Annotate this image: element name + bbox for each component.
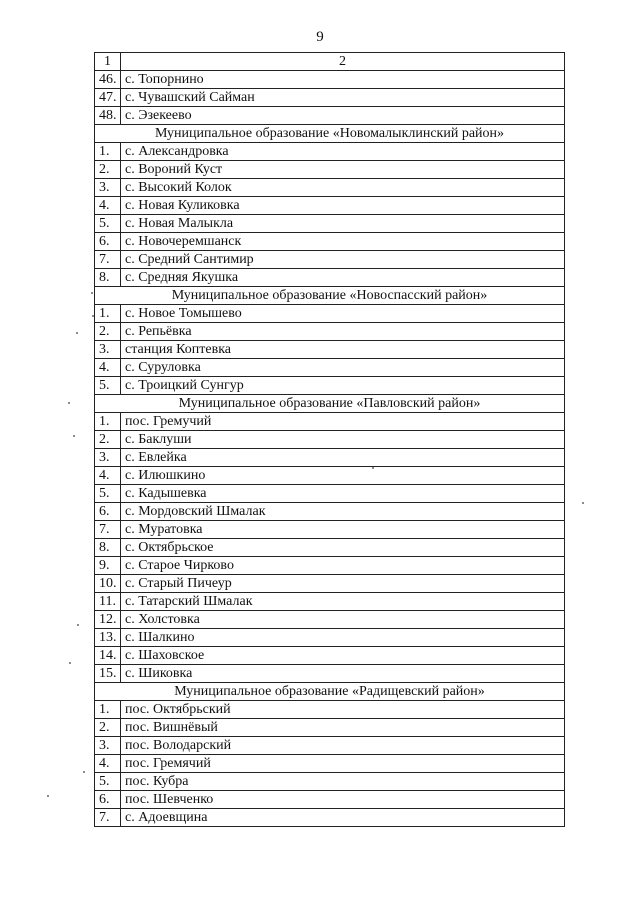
settlement-name: с. Средняя Якушка <box>121 269 565 287</box>
table-row <box>95 593 565 611</box>
district-heading: Муниципальное образование «Новомалыклинский район» <box>95 125 565 143</box>
settlement-name: с. Новочеремшанск <box>121 233 565 251</box>
table-row <box>95 251 565 269</box>
row-number: 2. <box>95 161 121 179</box>
table-row <box>95 575 565 593</box>
scan-speck <box>92 315 94 317</box>
table-row <box>95 755 565 773</box>
district-heading: Муниципальное образование «Радищевский район» <box>95 683 565 701</box>
row-number: 4. <box>95 467 121 485</box>
row-number: 7. <box>95 251 121 269</box>
row-number: 5. <box>95 215 121 233</box>
settlement-name: с. Старое Чирково <box>121 557 565 575</box>
row-number: 4. <box>95 197 121 215</box>
row-number: 15. <box>95 665 121 683</box>
table-row <box>95 521 565 539</box>
table-row <box>95 197 565 215</box>
settlement-name: с. Средний Сантимир <box>121 251 565 269</box>
district-heading: Муниципальное образование «Павловский район» <box>95 395 565 413</box>
column-header-name: 2 <box>121 53 565 71</box>
row-number: 4. <box>95 755 121 773</box>
row-number: 5. <box>95 485 121 503</box>
row-number: 1. <box>95 305 121 323</box>
table-row <box>95 71 565 89</box>
row-number: 2. <box>95 323 121 341</box>
settlement-name: с. Суруловка <box>121 359 565 377</box>
table-row <box>95 773 565 791</box>
table-row <box>95 809 565 827</box>
row-number: 4. <box>95 359 121 377</box>
table-row <box>95 701 565 719</box>
scan-speck <box>372 467 374 469</box>
table-row <box>95 305 565 323</box>
scan-speck <box>77 624 79 626</box>
row-number: 48. <box>95 107 121 125</box>
table-row <box>95 413 565 431</box>
table-row <box>95 449 565 467</box>
row-number: 8. <box>95 539 121 557</box>
row-number: 11. <box>95 593 121 611</box>
row-number: 2. <box>95 719 121 737</box>
table-row <box>95 179 565 197</box>
settlement-name: с. Муратовка <box>121 521 565 539</box>
table-row <box>95 269 565 287</box>
settlement-name: пос. Вишнёвый <box>121 719 565 737</box>
page-number: 9 <box>316 29 324 45</box>
settlement-name: с. Шаховское <box>121 647 565 665</box>
settlement-name: с. Шиковка <box>121 665 565 683</box>
row-number: 12. <box>95 611 121 629</box>
table-row <box>95 431 565 449</box>
settlement-name: с. Новое Томышево <box>121 305 565 323</box>
table-row <box>95 143 565 161</box>
settlement-name: с. Баклуши <box>121 431 565 449</box>
table-row <box>95 557 565 575</box>
settlement-name: с. Новая Малыкла <box>121 215 565 233</box>
table-row <box>95 161 565 179</box>
row-number: 3. <box>95 179 121 197</box>
settlement-name: с. Октябрьское <box>121 539 565 557</box>
scan-speck <box>47 795 49 797</box>
settlement-name: пос. Октябрьский <box>121 701 565 719</box>
row-number: 7. <box>95 809 121 827</box>
row-number: 9. <box>95 557 121 575</box>
settlement-name: с. Чувашский Сайман <box>121 89 565 107</box>
table-row <box>95 107 565 125</box>
table-row <box>95 485 565 503</box>
settlement-name: с. Старый Пичеур <box>121 575 565 593</box>
settlement-name: с. Мордовский Шмалак <box>121 503 565 521</box>
table-row <box>95 539 565 557</box>
scan-speck <box>68 402 70 404</box>
scan-speck <box>69 662 71 664</box>
scan-speck <box>73 435 75 437</box>
settlement-name: пос. Гремучий <box>121 413 565 431</box>
row-number: 47. <box>95 89 121 107</box>
row-number: 6. <box>95 503 121 521</box>
column-header-number: 1 <box>95 53 121 71</box>
settlement-name: с. Новая Куликовка <box>121 197 565 215</box>
district-heading-row <box>95 287 565 305</box>
table-row <box>95 467 565 485</box>
scan-speck <box>76 332 78 334</box>
settlement-name: пос. Гремячий <box>121 755 565 773</box>
scan-speck <box>582 502 584 504</box>
settlement-name: с. Вороний Куст <box>121 161 565 179</box>
settlement-name: пос. Шевченко <box>121 791 565 809</box>
row-number: 13. <box>95 629 121 647</box>
settlements-table-body <box>95 53 565 827</box>
table-row <box>95 89 565 107</box>
row-number: 6. <box>95 233 121 251</box>
settlement-name: с. Эзекеево <box>121 107 565 125</box>
row-number: 46. <box>95 71 121 89</box>
settlements-table <box>94 52 565 827</box>
settlement-name: с. Кадышевка <box>121 485 565 503</box>
settlement-name: с. Татарский Шмалак <box>121 593 565 611</box>
table-row <box>95 377 565 395</box>
table-row <box>95 359 565 377</box>
scan-speck <box>91 292 93 294</box>
row-number: 10. <box>95 575 121 593</box>
settlement-name: с. Шалкино <box>121 629 565 647</box>
table-row <box>95 629 565 647</box>
row-number: 1. <box>95 143 121 161</box>
table-row <box>95 719 565 737</box>
table-header-row <box>95 53 565 71</box>
district-heading: Муниципальное образование «Новоспасский район» <box>95 287 565 305</box>
table-row <box>95 233 565 251</box>
row-number: 1. <box>95 413 121 431</box>
settlement-name: пос. Володарский <box>121 737 565 755</box>
scan-speck <box>83 771 85 773</box>
settlement-name: пос. Кубра <box>121 773 565 791</box>
row-number: 3. <box>95 737 121 755</box>
row-number: 3. <box>95 341 121 359</box>
settlement-name: с. Высокий Колок <box>121 179 565 197</box>
row-number: 3. <box>95 449 121 467</box>
table-row <box>95 215 565 233</box>
settlement-name: с. Холстовка <box>121 611 565 629</box>
district-heading-row <box>95 125 565 143</box>
settlement-name: с. Топорнино <box>121 71 565 89</box>
table-row <box>95 503 565 521</box>
district-heading-row <box>95 395 565 413</box>
row-number: 7. <box>95 521 121 539</box>
settlement-name: с. Троицкий Сунгур <box>121 377 565 395</box>
row-number: 6. <box>95 791 121 809</box>
settlement-name: с. Репьёвка <box>121 323 565 341</box>
table-row <box>95 341 565 359</box>
settlement-name: станция Коптевка <box>121 341 565 359</box>
settlement-name: с. Адоевщина <box>121 809 565 827</box>
row-number: 5. <box>95 773 121 791</box>
table-row <box>95 611 565 629</box>
district-heading-row <box>95 683 565 701</box>
row-number: 1. <box>95 701 121 719</box>
table-row <box>95 323 565 341</box>
row-number: 8. <box>95 269 121 287</box>
table-row <box>95 791 565 809</box>
settlement-name: с. Илюшкино <box>121 467 565 485</box>
table-row <box>95 665 565 683</box>
table-row <box>95 737 565 755</box>
row-number: 5. <box>95 377 121 395</box>
settlement-name: с. Александровка <box>121 143 565 161</box>
settlement-name: с. Евлейка <box>121 449 565 467</box>
table-row <box>95 647 565 665</box>
row-number: 14. <box>95 647 121 665</box>
row-number: 2. <box>95 431 121 449</box>
